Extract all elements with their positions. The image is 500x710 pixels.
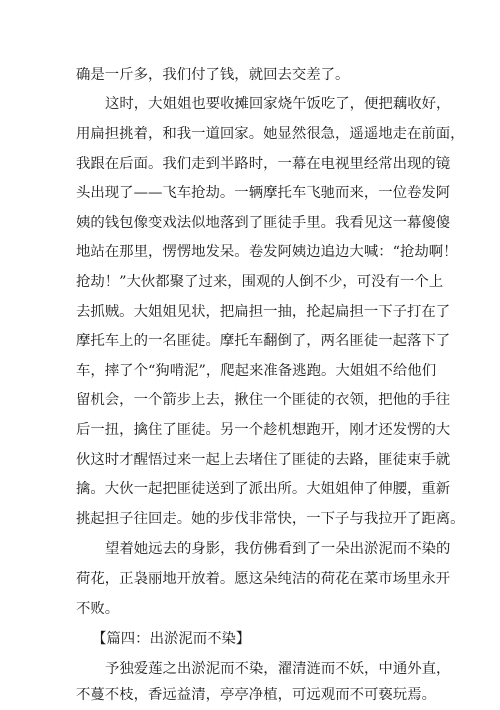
section-heading: 【篇四：出淤泥而不染】 [92, 631, 251, 647]
text-line: 我跟在后面。我们走到半路时，一幕在电视里经常出现的镜 [76, 156, 451, 172]
text-line: 姨的钱包像变戏法似地落到了匪徒手里。我看见这一幕傻傻 [76, 215, 451, 231]
text-line: 去抓贼。大姐姐见状，把扁担一抽，抡起扁担一下子打在了 [76, 304, 451, 320]
paragraph-first-line: 这时，大姐姐也要收摊回家烧午饭吃了，便把藕收好， [105, 96, 451, 112]
text-line: 擒。大伙一起把匪徒送到了派出所。大姐姐伸了伸腰，重新 [76, 481, 451, 497]
text-line: 留机会，一个箭步上去，揪住一个匪徒的衣领，把他的手往 [76, 392, 451, 408]
text-line: 车，摔了个“狗啃泥”，爬起来准备逃跑。大姐姐不给他们 [76, 363, 437, 379]
text-line: 摩托车上的一名匪徒。摩托车翻倒了，两名匪徒一起落下了 [76, 333, 451, 349]
paragraph-first-line: 望着她远去的身影，我仿佛看到了一朵出淤泥而不染的 [105, 541, 451, 557]
text-line: 用扁担挑着，和我一道回家。她显然很急，遥遥地走在前面， [76, 126, 465, 142]
text-line: 荷花，正袅丽地开放着。愿这朵纯洁的荷花在菜市场里永开 [76, 571, 451, 587]
text-line: 挑起担子往回走。她的步伐非常快，一下子与我拉开了距离。 [76, 511, 465, 527]
paragraph-first-line: 予独爱莲之出淤泥而不染，濯清涟而不妖，中通外直， [105, 661, 451, 677]
text-line: 头出现了——飞车抢劫。一辆摩托车飞驰而来，一位卷发阿 [76, 185, 451, 201]
text-line: 不蔓不枝，香远益清，亭亭净植，可远观而不可亵玩焉。 [76, 687, 436, 703]
text-line: 地站在那里，愣愣地发呆。卷发阿姨边追边大喊：“抢劫啊！ [76, 244, 458, 260]
text-line: 后一扭，擒住了匪徒。另一个趁机想跑开，刚才还发愣的大 [76, 422, 451, 438]
text-line: 抢劫！”大伙都聚了过来，围观的人倒不少，可没有一个上 [76, 274, 444, 290]
text-line: 不败。 [76, 601, 120, 617]
text-line: 伙这时才醒悟过来一起上去堵住了匪徒的去路，匪徒束手就 [76, 452, 451, 468]
text-line: 确是一斤多，我们付了钱，就回去交差了。 [76, 67, 350, 83]
